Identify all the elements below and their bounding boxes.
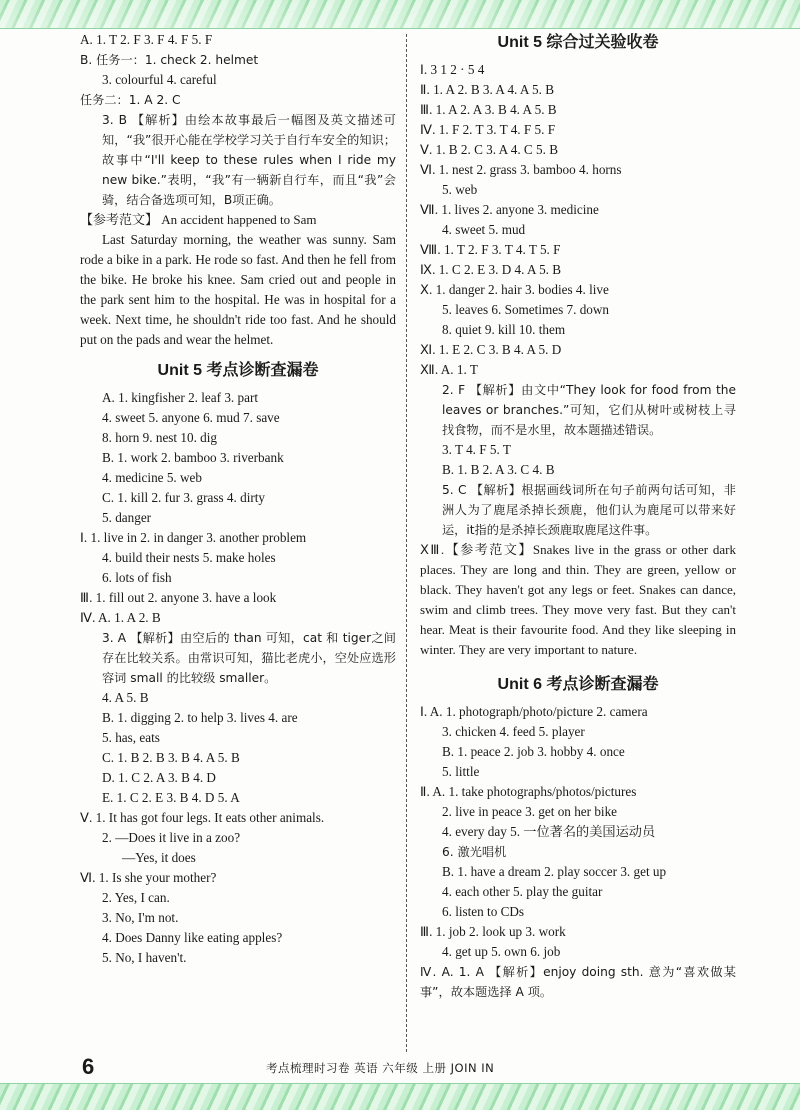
answer-line: 3. No, I'm not. (102, 910, 179, 925)
answer-line: Ⅻ. A. 1. T (420, 362, 478, 377)
answer-line: B. 任务一：1. check 2. helmet (80, 53, 259, 67)
section-heading-unit5-diagnosis: Unit 5 考点诊断查漏卷 (157, 362, 319, 379)
explanation-paragraph: 3. B 【解析】由绘本故事最后一幅图及英文描述可知，“我”很开心能在学校学习关于自行车安全的知识；故事中“I'll keep to these rules when I ride my new bike.”表明，“我”有一辆新自行车，而且“我”会骑，结合备选项可知，B项正确。 (102, 113, 396, 207)
answer-line: 4. sweet 5. mud (442, 222, 526, 237)
answer-line: Ⅶ. 1. lives 2. anyone 3. medicine (420, 202, 599, 217)
sample-essay-body: ⅩⅢ.【参考范文】Snakes live in the grass or other dark places. They are long and thin. They are green, yellow or black. They haven't got any legs or feet. Snakes can dance, swim and climb trees. They move very fast. But they can't hear. Meat is their favourite food. And they like sleeping in winter. They are very important to nature. (420, 542, 736, 657)
answer-line: Ⅴ. 1. B 2. C 3. A 4. C 5. B (420, 142, 558, 157)
answer-line: 5. danger (102, 510, 152, 525)
answer-line: 4. every day 5. 一位著名的美国运动员 (442, 824, 656, 839)
answer-line: Ⅹ. 1. danger 2. hair 3. bodies 4. live (420, 282, 609, 297)
answer-line: A. 1. kingfisher 2. leaf 3. part (102, 390, 259, 405)
footer-title: 考点梳理时习卷 英语 六年级 上册 JOIN IN (266, 1061, 495, 1075)
answer-line: Ⅵ. 1. Is she your mother? (80, 870, 217, 885)
answer-line: Ⅰ. 3 1 2 · 5 4 (420, 62, 485, 77)
answer-line: B. 1. peace 2. job 3. hobby 4. once (442, 744, 625, 759)
answer-line: Ⅺ. 1. E 2. C 3. B 4. A 5. D (420, 342, 562, 357)
answer-line: 任务二：1. A 2. C (80, 93, 181, 107)
explanation-paragraph: 2. F 【解析】由文中“They look for food from the leaves or branches.”可知，它们从树叶或树枝上寻找食物，而不是水里，故本题描述错误。 (442, 383, 736, 437)
answer-line: Ⅵ. 1. nest 2. grass 3. bamboo 4. horns (420, 162, 622, 177)
answer-line: 5. web (442, 182, 478, 197)
answer-line: 5. No, I haven't. (102, 950, 187, 965)
answer-line: Ⅰ. 1. live in 2. in danger 3. another problem (80, 530, 307, 545)
answer-line: 3. chicken 4. feed 5. player (442, 724, 585, 739)
answer-line: C. 1. kill 2. fur 3. grass 4. dirty (102, 490, 266, 505)
answer-line: A. 1. T 2. F 3. F 4. F 5. F (80, 32, 213, 47)
answer-line: 4. get up 5. own 6. job (442, 944, 561, 959)
answer-line: Ⅴ. 1. It has got four legs. It eats other animals. (80, 810, 325, 825)
answer-line: Ⅸ. 1. C 2. E 3. D 4. A 5. B (420, 262, 562, 277)
answer-line: B. 1. work 2. bamboo 3. riverbank (102, 450, 284, 465)
bottom-decorative-band (0, 1083, 800, 1110)
answer-line: Ⅲ. 1. fill out 2. anyone 3. have a look (80, 590, 277, 605)
answer-line: 5. little (442, 764, 480, 779)
column-divider (406, 34, 407, 1052)
explanation-paragraph: 5. C 【解析】根据画线词所在句子前两句话可知，非洲人为了鹿尾杀掉长颈鹿，他们认为鹿尾可以带来好运，it指的是杀掉长颈鹿取鹿尾这件事。 (442, 483, 736, 537)
sample-essay-body: Last Saturday morning, the weather was sunny. Sam rode a bike in a park. He rode so fast. And then he fell from the bike. He broke his knee. Sam cried out and people in the park sent him to the hospital. He was in hospital for a week. Next time, he shouldn't ride too fast. And he should put on the pads and wear the helmet. (80, 232, 396, 347)
answer-line: 6. listen to CDs (442, 904, 525, 919)
answer-line: B. 1. B 2. A 3. C 4. B (442, 462, 555, 477)
top-decorative-band (0, 0, 800, 29)
section-heading-unit5-review: Unit 5 综合过关验收卷 (497, 34, 659, 51)
answer-line: Ⅳ. A. 1. A 2. B (80, 610, 161, 625)
answer-line: 4. sweet 5. anyone 6. mud 7. save (102, 410, 280, 425)
answer-line: 2. —Does it live in a zoo? (102, 830, 241, 845)
answer-line: Ⅳ. 1. F 2. T 3. T 4. F 5. F (420, 122, 556, 137)
sample-essay-title: 【参考范文】 An accident happened to Sam (80, 212, 317, 227)
answer-line: 4. Does Danny like eating apples? (102, 930, 283, 945)
answer-line: 2. Yes, I can. (102, 890, 170, 905)
answer-line: 5. has, eats (102, 730, 160, 745)
answer-line: 6. lots of fish (102, 570, 172, 585)
page-number: 6 (82, 1054, 95, 1079)
answer-line: Ⅲ. 1. A 2. A 3. B 4. A 5. B (420, 102, 557, 117)
answer-line: 4. build their nests 5. make holes (102, 550, 276, 565)
answer-line: B. 1. digging 2. to help 3. lives 4. are (102, 710, 298, 725)
answer-line: 8. quiet 9. kill 10. them (442, 322, 566, 337)
answer-line: C. 1. B 2. B 3. B 4. A 5. B (102, 750, 240, 765)
answer-line: Ⅱ. 1. A 2. B 3. A 4. A 5. B (420, 82, 555, 97)
explanation-paragraph: Ⅳ. A. 1. A 【解析】enjoy doing sth. 意为“喜欢做某事”，故本题选择 A 项。 (420, 965, 736, 999)
answer-line: 3. T 4. F 5. T (442, 442, 511, 457)
answer-line: —Yes, it does (122, 850, 196, 865)
answer-line: Ⅱ. A. 1. take photographs/photos/pictures (420, 784, 637, 799)
section-heading-unit6-diagnosis: Unit 6 考点诊断查漏卷 (497, 676, 659, 693)
answer-line: D. 1. C 2. A 3. B 4. D (102, 770, 216, 785)
answer-line: Ⅷ. 1. T 2. F 3. T 4. T 5. F (420, 242, 561, 257)
right-column (420, 30, 736, 1002)
left-column (80, 30, 396, 968)
answer-line: 4. medicine 5. web (102, 470, 202, 485)
answer-line: 6. 激光唱机 (442, 845, 507, 859)
answer-line: E. 1. C 2. E 3. B 4. D 5. A (102, 790, 240, 805)
answer-line: 4. A 5. B (102, 690, 149, 705)
answer-line: B. 1. have a dream 2. play soccer 3. get up (442, 864, 667, 879)
answer-line: Ⅲ. 1. job 2. look up 3. work (420, 924, 566, 939)
explanation-paragraph: 3. A 【解析】由空后的 than 可知，cat 和 tiger之间存在比较关系。由常识可知，猫比老虎小，空处应选形容词 small 的比较级 smaller。 (102, 631, 396, 685)
answer-line: Ⅰ. A. 1. photograph/photo/picture 2. camera (420, 704, 648, 719)
answer-line: 5. leaves 6. Sometimes 7. down (442, 302, 610, 317)
answer-line: 2. live in peace 3. get on her bike (442, 804, 618, 819)
answer-line: 3. colourful 4. careful (102, 72, 217, 87)
answer-line: 4. each other 5. play the guitar (442, 884, 603, 899)
answer-line: 8. horn 9. nest 10. dig (102, 430, 218, 445)
